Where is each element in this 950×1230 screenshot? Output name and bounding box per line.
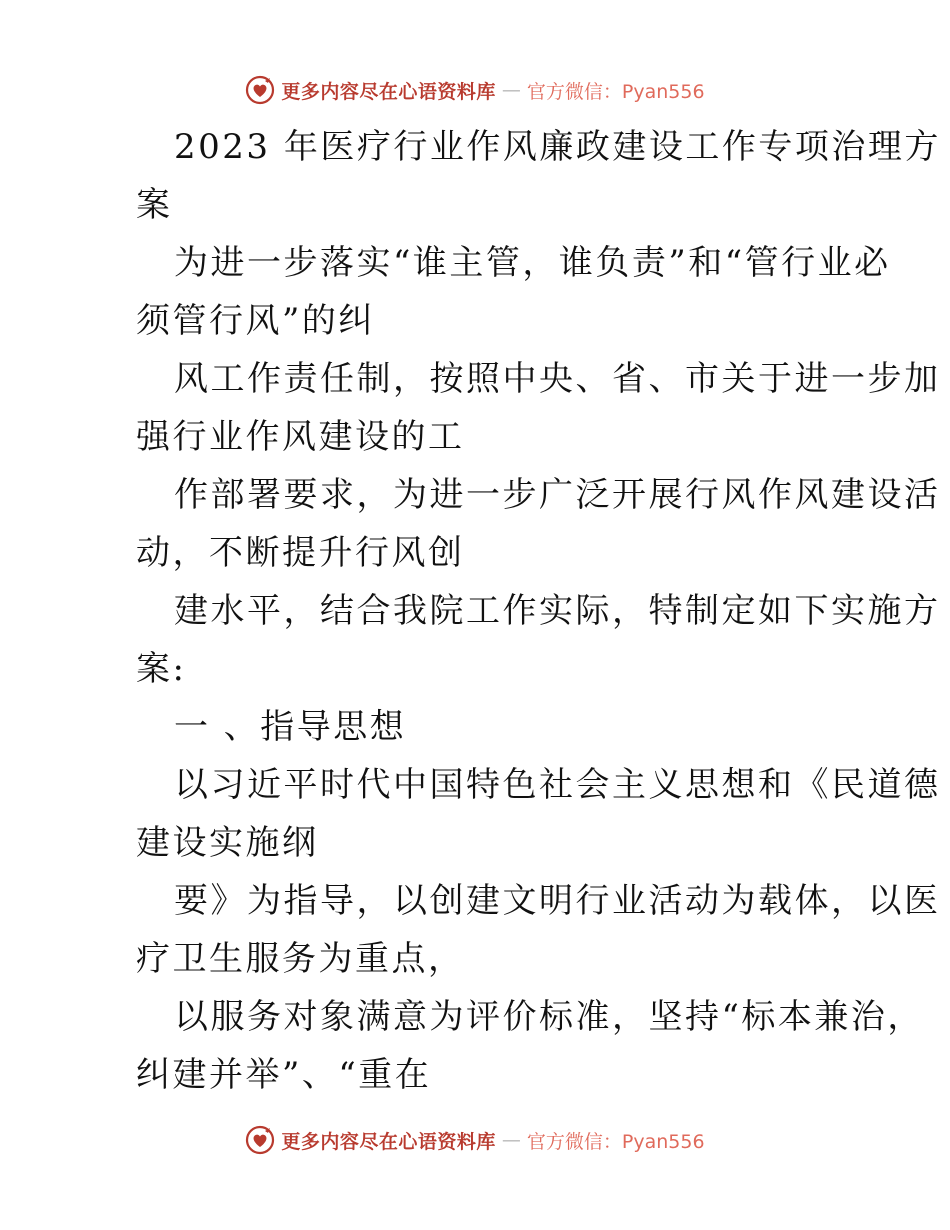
document-body xyxy=(98,118,941,1104)
heart-pen-logo-icon xyxy=(245,1125,275,1155)
doc-line-6: 强行业作风建设的工 xyxy=(136,417,465,457)
doc-line-1: 2023 年医疗行业作风廉政建设工作专项治理方 xyxy=(174,127,941,167)
watermark-separator: — xyxy=(501,79,521,101)
watermark-wechat-text: 官方微信：Pyan556 xyxy=(526,1130,705,1153)
doc-line-13: 建设实施纲 xyxy=(136,823,319,863)
doc-line-4: 须管行风”的纠 xyxy=(136,301,375,341)
watermark-separator: — xyxy=(501,1129,521,1151)
document-lines xyxy=(98,118,941,1104)
section-heading-guiding-ideology: 一 、指导思想 xyxy=(174,707,407,747)
doc-line-2: 案 xyxy=(136,185,173,225)
doc-line-17: 纠建并举”、“重在 xyxy=(136,1055,432,1095)
watermark-banner-bottom xyxy=(0,1120,950,1160)
watermark-main-text: 更多内容尽在心语资料库 xyxy=(281,80,496,103)
doc-line-15: 疗卫生服务为重点， xyxy=(136,939,465,979)
heart-pen-logo-icon xyxy=(245,75,275,105)
doc-line-3: 为进一步落实“谁主管，谁负责”和“管行业必 xyxy=(174,243,891,283)
doc-line-14: 要》为指导，以创建文明行业活动为载体，以医 xyxy=(174,881,941,921)
doc-line-10: 案: xyxy=(136,649,187,689)
watermark-banner-top xyxy=(0,70,950,110)
watermark-wechat-text: 官方微信：Pyan556 xyxy=(526,80,705,103)
doc-line-9: 建水平，结合我院工作实际，特制定如下实施方 xyxy=(174,591,941,631)
doc-line-12: 以习近平时代中国特色社会主义思想和《民道德 xyxy=(174,765,941,805)
doc-line-16: 以服务对象满意为评价标准，坚持“标本兼治， xyxy=(174,997,924,1037)
doc-line-5: 风工作责任制，按照中央、省、市关于进一步加 xyxy=(174,359,941,399)
doc-line-7: 作部署要求，为进一步广泛开展行风作风建设活 xyxy=(174,475,941,515)
doc-line-8: 动，不断提升行风创 xyxy=(136,533,465,573)
watermark-main-text: 更多内容尽在心语资料库 xyxy=(281,1130,496,1153)
